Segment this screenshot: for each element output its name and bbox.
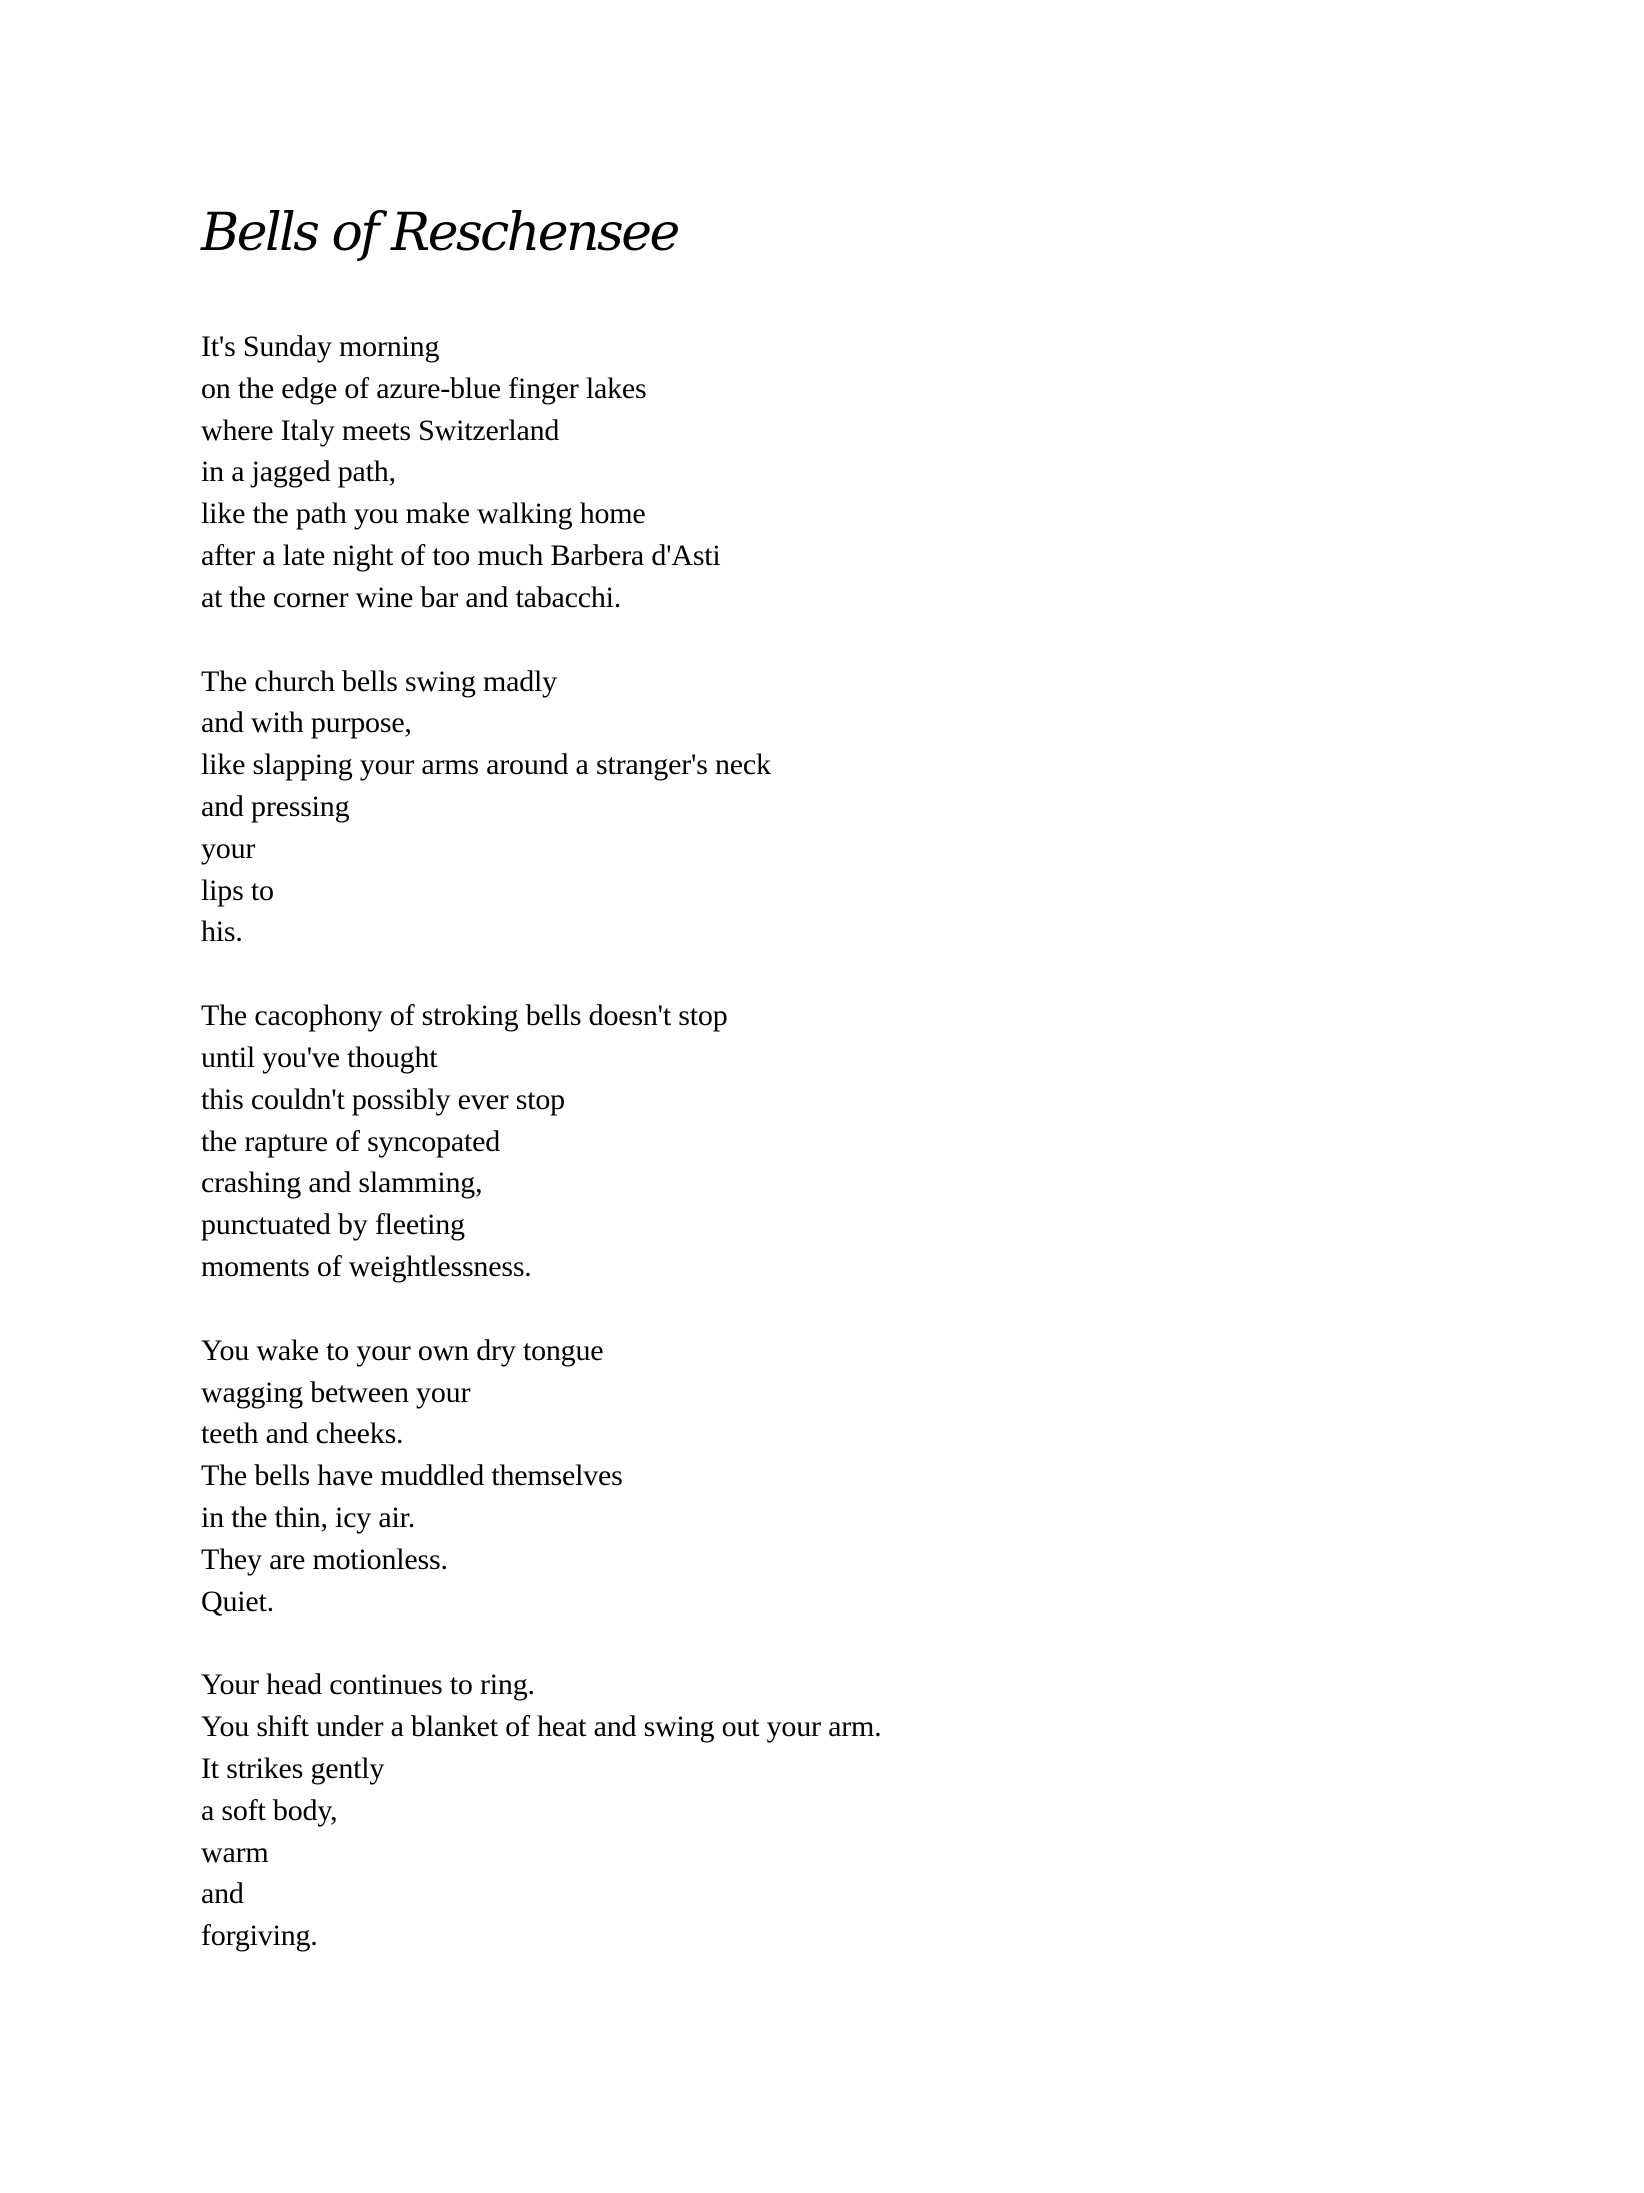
poem-line: and pressing <box>201 789 350 823</box>
poem-line: in a jagged path, <box>201 455 396 489</box>
poem-line: his. <box>201 915 243 949</box>
poem-line: Quiet. <box>201 1584 274 1618</box>
poem-line: on the edge of azure-blue finger lakes <box>201 371 647 405</box>
poem-line: until you've thought <box>201 1040 438 1074</box>
poem-line: like the path you make walking home <box>201 497 646 531</box>
poem-line: and with purpose, <box>201 706 412 740</box>
poem-line: the rapture of syncopated <box>201 1124 501 1158</box>
poem-line: They are motionless. <box>201 1542 448 1576</box>
poem-line: warm <box>201 1835 269 1869</box>
poem-line: like slapping your arms around a stranger's neck <box>201 748 771 782</box>
poem-stanza <box>201 1664 1401 1957</box>
poem-line: and <box>201 1877 244 1911</box>
poem-line: It's Sunday morning <box>201 330 440 363</box>
poem-line: a soft body, <box>201 1793 338 1827</box>
poem-stanza <box>201 326 1401 619</box>
poem-line: The cacophony of stroking bells doesn't stop <box>201 999 728 1033</box>
poem-line: crashing and slamming, <box>201 1166 483 1200</box>
poem-stanza <box>201 995 1401 1288</box>
poem-line: You wake to your own dry tongue <box>201 1333 604 1367</box>
poem-line: The church bells swing madly <box>201 664 557 698</box>
poem-line: at the corner wine bar and tabacchi. <box>201 580 622 614</box>
poem-line: You shift under a blanket of heat and swing out your arm. <box>201 1710 882 1744</box>
poem-line: The bells have muddled themselves <box>201 1459 623 1493</box>
poem-stanza <box>201 661 1401 954</box>
poem-line: It strikes gently <box>201 1751 385 1785</box>
poem-line: wagging between your <box>201 1375 471 1409</box>
poem-line: where Italy meets Switzerland <box>201 413 560 447</box>
poem-title: Bells of Reschensee <box>201 203 678 263</box>
poem-line: punctuated by fleeting <box>201 1208 465 1242</box>
poem-line: in the thin, icy air. <box>201 1500 416 1534</box>
poem-line: this couldn't possibly ever stop <box>201 1082 565 1116</box>
poem-line: teeth and cheeks. <box>201 1417 404 1451</box>
poem-line: your <box>201 831 256 865</box>
poem-line: moments of weightlessness. <box>201 1249 532 1283</box>
poem-stanza <box>201 1330 1401 1623</box>
poem-line: after a late night of too much Barbera d'Asti <box>201 538 721 572</box>
poem-body <box>201 326 1401 1999</box>
poem-line: lips to <box>201 873 274 907</box>
poem-line: forgiving. <box>201 1919 318 1953</box>
poem-line: Your head continues to ring. <box>201 1668 535 1702</box>
